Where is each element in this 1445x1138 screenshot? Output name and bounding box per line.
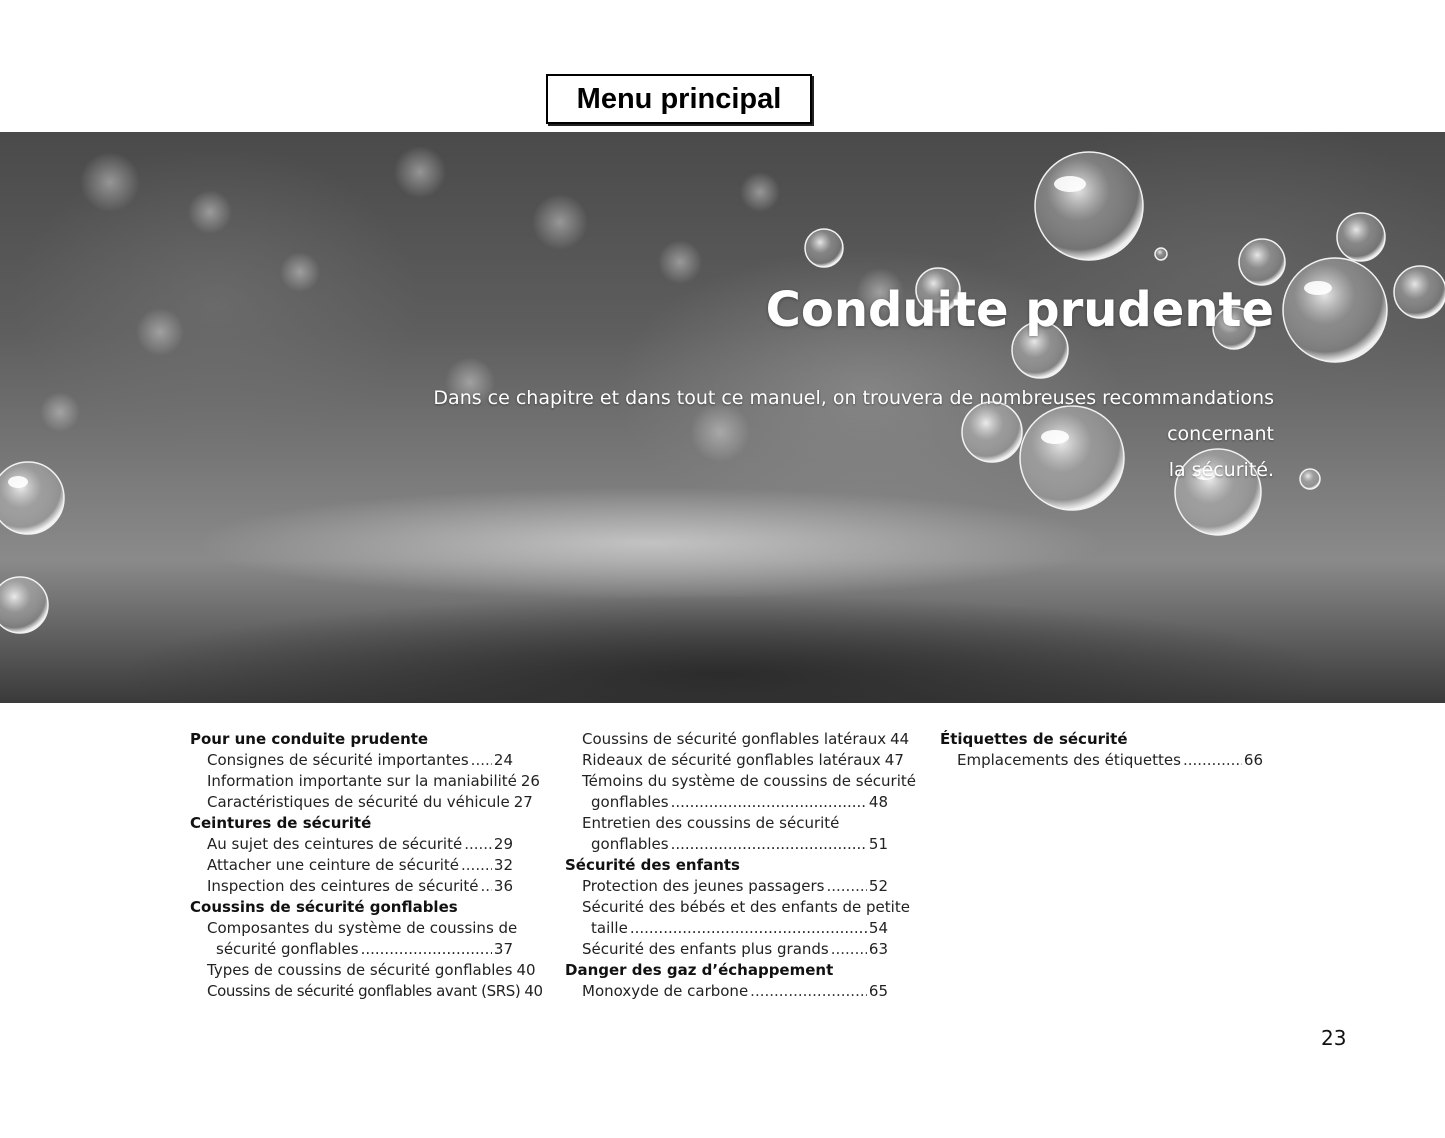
toc-entry-label: Monoxyde de carbone	[582, 982, 749, 1000]
toc-entry-page: 37	[493, 940, 513, 958]
toc-entry[interactable]	[190, 855, 513, 876]
leader-dots	[464, 834, 492, 855]
leader-dots	[630, 918, 867, 939]
toc-entry-label-cont: gonflables	[591, 793, 669, 811]
toc-entry-page: 65	[868, 982, 888, 1000]
toc-entry-page: 32	[493, 856, 513, 874]
toc-entry-label: Protection des jeunes passagers	[582, 877, 825, 895]
toc-section-heading[interactable]: Étiquettes de sécurité	[940, 730, 1128, 748]
toc-entry-label: Sécurité des bébés et des enfants de petite	[582, 898, 910, 916]
toc-entry-label-cont: gonflables	[591, 835, 669, 853]
toc-entry-page: 40	[524, 982, 543, 1000]
toc-entry-label: Témoins du système de coussins de sécurité	[582, 772, 917, 790]
chapter-title: Conduite prudente	[765, 282, 1274, 338]
toc-column-3	[940, 729, 1263, 771]
toc-entry-page: 52	[868, 877, 888, 895]
toc-column-2	[565, 729, 917, 1002]
toc-entry-label: Information importante sur la maniabilité	[207, 772, 517, 790]
toc-entry-page: 63	[868, 940, 888, 958]
toc-entry[interactable]	[940, 750, 1263, 771]
toc-entry[interactable]	[190, 876, 513, 897]
toc-entry[interactable]	[190, 981, 543, 1002]
toc-section-heading[interactable]: Coussins de sécurité gonflables	[190, 898, 458, 916]
toc-entry-page: 54	[868, 919, 888, 937]
toc-entry[interactable]	[565, 897, 910, 939]
toc-entry[interactable]	[190, 792, 533, 813]
toc-entry[interactable]	[190, 918, 518, 960]
toc-entry-page: 29	[493, 835, 513, 853]
toc-section-heading[interactable]: Pour une conduite prudente	[190, 730, 429, 748]
toc-entry[interactable]	[190, 750, 513, 771]
toc-entry-label: Coussins de sécurité gonflables latéraux	[582, 730, 887, 748]
toc-entry-label: Attacher une ceinture de sécurité	[207, 856, 460, 874]
toc-entry[interactable]	[565, 813, 888, 855]
toc-entry-page: 26	[520, 772, 540, 790]
toc-entry-page: 47	[884, 751, 904, 769]
leader-dots	[361, 939, 492, 960]
toc-entry-label: Entretien des coussins de sécurité	[582, 814, 840, 832]
toc-entry-label-cont: sécurité gonflables	[216, 940, 359, 958]
toc-entry-label: Caractéristiques de sécurité du véhicule	[207, 793, 510, 811]
toc-section-heading[interactable]: Ceintures de sécurité	[190, 814, 372, 832]
page-number: 23	[1321, 1026, 1347, 1050]
toc-entry-label: Sécurité des enfants plus grands	[582, 940, 829, 958]
toc-entry[interactable]	[190, 960, 536, 981]
toc-entry[interactable]	[190, 771, 540, 792]
toc-entry[interactable]	[565, 876, 888, 897]
leader-dots	[1183, 750, 1242, 771]
chapter-banner-image	[0, 132, 1445, 703]
toc-entry-page: 51	[868, 835, 888, 853]
toc-entry[interactable]	[565, 729, 910, 750]
leader-dots	[750, 981, 867, 1002]
chapter-intro-line-2: la sécurité.	[1168, 459, 1274, 481]
toc-entry[interactable]	[190, 834, 513, 855]
toc-entry-page: 36	[493, 877, 513, 895]
leader-dots	[671, 834, 867, 855]
toc-entry-label-cont: taille	[591, 919, 628, 937]
toc-entry-page: 44	[890, 730, 910, 748]
leader-dots	[671, 792, 867, 813]
toc-entry-label: Emplacements des étiquettes	[957, 751, 1181, 769]
toc-entry[interactable]	[565, 981, 888, 1002]
toc-entry[interactable]	[565, 771, 917, 813]
leader-dots	[461, 855, 492, 876]
toc-entry-page: 40	[516, 961, 536, 979]
toc-entry-page: 27	[513, 793, 533, 811]
leader-dots	[826, 876, 866, 897]
toc-entry-label: Consignes de sécurité importantes	[207, 751, 469, 769]
main-menu-button[interactable]: Menu principal	[546, 74, 812, 124]
toc-entry-label: Composantes du système de coussins de	[207, 919, 518, 937]
toc-entry-label: Rideaux de sécurité gonflables latéraux	[582, 751, 881, 769]
toc-section-heading[interactable]: Danger des gaz d’échappement	[565, 961, 834, 979]
toc-entry-page: 48	[868, 793, 888, 811]
leader-dots	[831, 939, 867, 960]
toc-column-1	[190, 729, 543, 1002]
toc-entry-label: Coussins de sécurité gonflables avant (SRS)	[207, 982, 521, 1000]
leader-dots	[471, 750, 492, 771]
toc-entry-label: Au sujet des ceintures de sécurité	[207, 835, 463, 853]
chapter-intro-line-1: Dans ce chapitre et dans tout ce manuel, on trouvera de nombreuses recommandations concernant	[433, 387, 1274, 445]
toc-entry-page: 24	[493, 751, 513, 769]
toc-section-heading[interactable]: Sécurité des enfants	[565, 856, 740, 874]
toc-entry-page: 66	[1243, 751, 1263, 769]
toc-entry[interactable]	[565, 750, 904, 771]
toc-entry[interactable]	[565, 939, 888, 960]
toc-entry-label: Types de coussins de sécurité gonflables	[207, 961, 513, 979]
leader-dots	[481, 876, 492, 897]
toc-entry-label: Inspection des ceintures de sécurité	[207, 877, 479, 895]
chapter-intro	[344, 380, 1274, 488]
